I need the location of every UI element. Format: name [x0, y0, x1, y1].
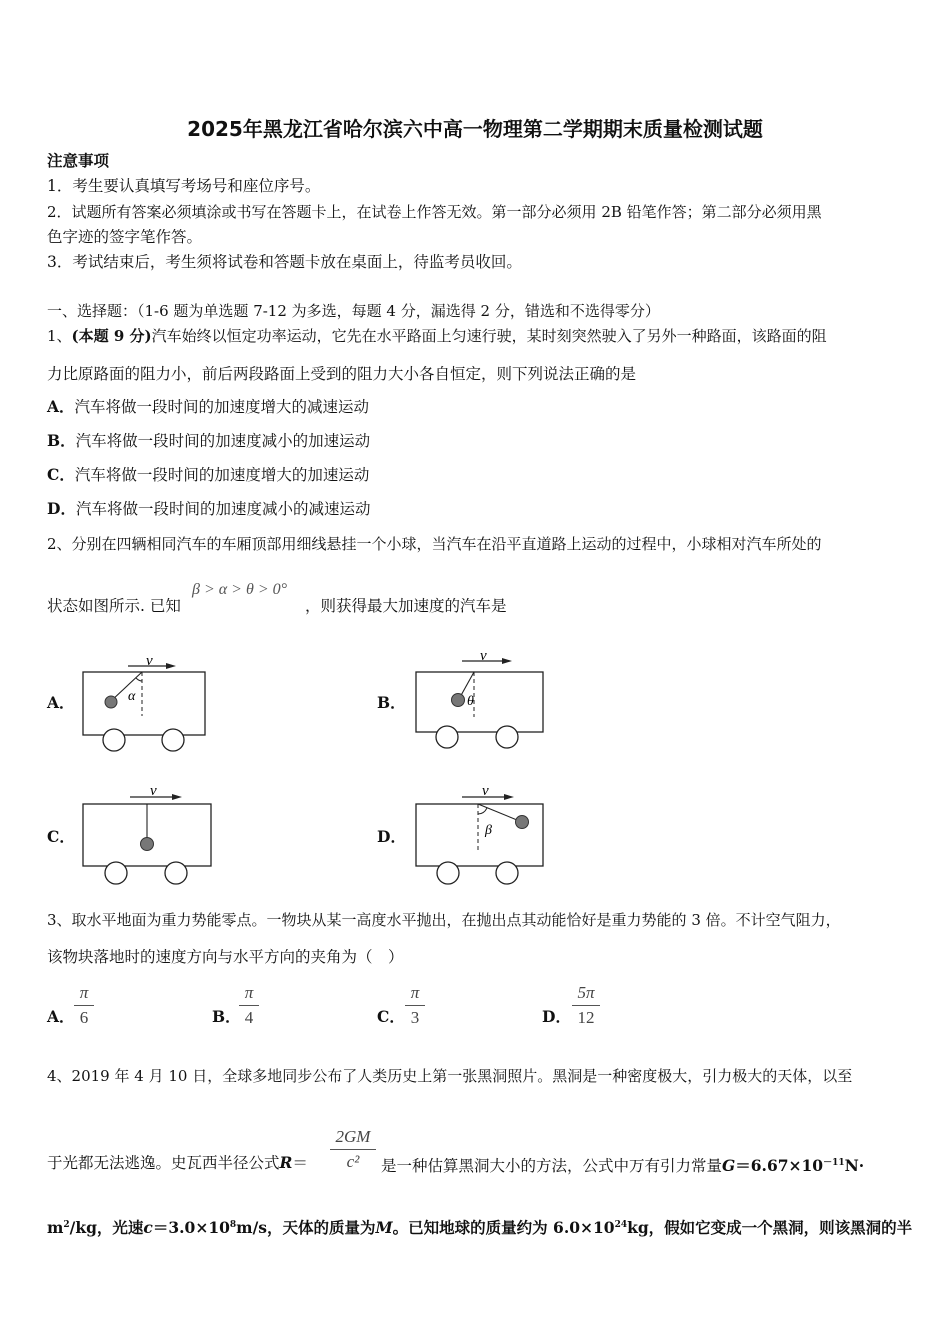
ball [105, 696, 117, 708]
notice-line-2b: 色字迹的签字笔作答。 [47, 228, 203, 246]
q1-option-d: D．汽车将做一段时间的加速度减小的减速运动 [47, 499, 371, 518]
car-body [416, 672, 543, 732]
velocity-label: v [146, 653, 153, 669]
wheel-left [103, 729, 125, 751]
q3-stem-line-2: 该物块落地时的速度方向与水平方向的夹角为（ ） [47, 948, 404, 966]
q1-prefix: 1、 [47, 327, 72, 345]
q4-line-2-rest: 是一种估算黑洞大小的方法，公式中万有引力常量$G=6.67\times 10^{-11}N\cdot$ [381, 1156, 865, 1176]
wheel-right [162, 729, 184, 751]
q4-line-3: $m^2/kg$，光速$c=3.0\times 10^8m/s$，天体的质量为M。已知地球的质量约为 $6.0\times 10^{24}kg$，假如它变成一个黑洞，则该黑洞的半 [47, 1218, 913, 1238]
section-heading: 一、选择题：（1-6 题为单选题 7-12 为多选，每题 4 分，漏选得 2 分，错选和不选得零分） [47, 302, 660, 320]
angle-label: β [485, 823, 492, 838]
notice-line-3: 3．考试结束后，考生须将试卷和答题卡放在桌面上，待监考员收回。 [47, 253, 522, 271]
q3-option-b-fraction: π 4 [239, 983, 259, 1028]
q3-option-a-fraction: π 6 [74, 983, 94, 1028]
q1-option-a: A．汽车将做一段时间的加速度增大的减速运动 [47, 397, 370, 416]
ball [141, 838, 154, 851]
q2-figure-a-letter: A． [47, 693, 75, 712]
q4-line-2: 于光都无法逃逸。史瓦西半径公式R＝ [47, 1153, 308, 1172]
q1-stem-a: 汽车始终以恒定功率运动，它先在水平路面上匀速行驶，某时刻突然驶入了另外一种路面，该路面的阻 [151, 327, 827, 345]
page-title: 2025年黑龙江省哈尔滨六中高一物理第二学期期末质量检测试题 [187, 117, 763, 141]
q1-points: (本题 9 分) [71, 327, 152, 345]
q3-option-c-letter: C． [377, 1007, 405, 1026]
string [111, 672, 142, 701]
angle-arc [478, 808, 487, 814]
wheel-left [105, 862, 127, 884]
q2-figure-c [78, 780, 218, 888]
q3-option-c-fraction: π 3 [405, 983, 425, 1028]
angle-label: θ [467, 694, 474, 709]
notice-line-2a: 2．试题所有答案必须填涂或书写在答题卡上，在试卷上作答无效。第一部分必须用 2B 铅笔作答；第二部分必须用黑 [47, 203, 822, 221]
velocity-arrowhead [504, 794, 514, 800]
q3-option-d-fraction: 5π 12 [572, 983, 600, 1028]
ball [452, 694, 465, 707]
q3-stem-line-1: 3、取水平地面为重力势能零点。一物块从某一高度水平抛出，在抛出点其动能恰好是重力势能的 3 倍。不计空气阻力， [47, 911, 841, 929]
notice-heading: 注意事项 [47, 151, 110, 170]
ball [516, 816, 529, 829]
car-body [83, 672, 205, 735]
q4-stem-line-1: 4、2019 年 4 月 10 日，全球多地同步公布了人类历史上第一张黑洞照片。黑洞是一种密度极大，引力极大的天体，以至 [47, 1067, 853, 1085]
velocity-label: v [150, 783, 157, 799]
wheel-right [165, 862, 187, 884]
q2-figure-d-letter: D． [377, 827, 406, 846]
wheel-left [437, 862, 459, 884]
q3-option-b-letter: B． [212, 1007, 241, 1026]
q2-stem-line-1: 2、分别在四辆相同汽车的车厢顶部用细线悬挂一个小球，当汽车在沿平直道路上运动的过程中，小球相对汽车所处的 [47, 535, 822, 553]
notice-line-1: 1．考生要认真填写考场号和座位序号。 [47, 177, 321, 195]
wheel-right [496, 726, 518, 748]
car-body [416, 804, 543, 866]
q4-schwarzschild-formula: 2GM c² [330, 1127, 376, 1172]
angle-label: α [128, 689, 136, 704]
velocity-arrowhead [166, 663, 176, 669]
wheel-right [496, 862, 518, 884]
q2-figure-b-letter: B． [377, 693, 406, 712]
q1-option-c: C．汽车将做一段时间的加速度增大的加速运动 [47, 465, 370, 484]
q2-stem-b1: 状态如图所示. 已知 [47, 597, 181, 615]
q2-stem-b2: ，则获得最大加速度的汽车是 [305, 597, 507, 615]
q2-condition: β > α > θ > 0° [192, 581, 288, 598]
q1-stem-line-2: 力比原路面的阻力小，前后两段路面上受到的阻力大小各自恒定，则下列说法正确的是 [47, 365, 637, 383]
velocity-label: v [480, 648, 487, 664]
q1-option-b: B．汽车将做一段时间的加速度减小的加速运动 [47, 431, 371, 450]
velocity-arrowhead [502, 658, 512, 664]
wheel-left [436, 726, 458, 748]
q3-option-d-letter: D． [542, 1007, 571, 1026]
velocity-arrowhead [172, 794, 182, 800]
velocity-label: v [482, 783, 489, 799]
angle-arc [136, 678, 142, 681]
q1-stem-line-1 [47, 326, 827, 346]
q2-figure-a [78, 650, 210, 754]
q2-figure-c-letter: C． [47, 827, 75, 846]
q2-figure-d [410, 780, 550, 888]
q3-option-a-letter: A． [47, 1007, 75, 1026]
q2-figure-b [410, 645, 550, 753]
